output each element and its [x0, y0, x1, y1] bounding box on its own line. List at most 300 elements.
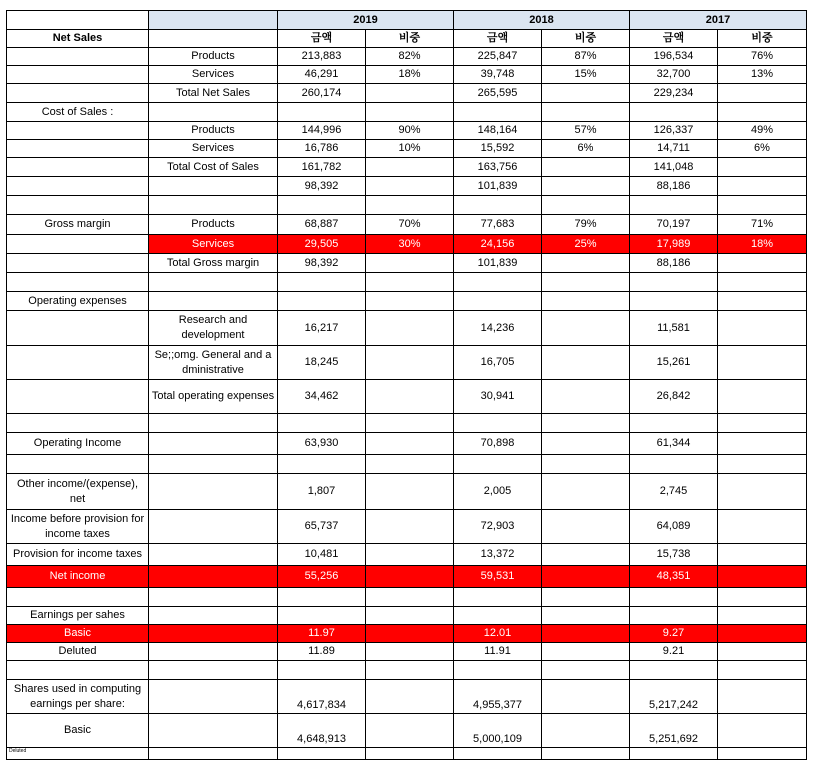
amount-cell[interactable]: 163,756	[454, 158, 542, 177]
amount-cell[interactable]: 61,344	[630, 433, 718, 455]
ratio-cell[interactable]: 18%	[366, 66, 454, 84]
row-label-cell[interactable]	[7, 414, 149, 433]
row-label-provision-for-income-taxes[interactable]: Provision for income taxes	[7, 544, 149, 566]
amount-cell[interactable]	[630, 196, 718, 215]
amount-cell[interactable]: 59,531	[454, 566, 542, 588]
ratio-cell[interactable]	[718, 292, 807, 311]
amount-cell[interactable]: 5,000,109	[454, 714, 542, 748]
ratio-cell[interactable]	[542, 311, 630, 346]
ratio-cell[interactable]	[718, 84, 807, 103]
amount-cell[interactable]: 15,261	[630, 346, 718, 380]
amount-cell[interactable]: 161,782	[278, 158, 366, 177]
row-label-gross-margin[interactable]: Gross margin	[7, 215, 149, 235]
amount-cell[interactable]: 4,617,834	[278, 680, 366, 714]
ratio-cell[interactable]	[718, 544, 807, 566]
table-row	[7, 196, 807, 215]
row-label-cell[interactable]	[7, 84, 149, 103]
ratio-cell[interactable]	[718, 661, 807, 680]
row-label-cell[interactable]	[7, 254, 149, 273]
row-label-net-income[interactable]: Net income	[7, 566, 149, 588]
amount-cell[interactable]: 16,217	[278, 311, 366, 346]
amount-cell[interactable]	[278, 455, 366, 474]
row-label-cell[interactable]	[7, 273, 149, 292]
amount-cell[interactable]: 229,234	[630, 84, 718, 103]
ratio-cell[interactable]: 79%	[542, 215, 630, 235]
ratio-cell[interactable]	[542, 273, 630, 292]
amount-cell[interactable]	[630, 661, 718, 680]
ratio-cell[interactable]	[542, 414, 630, 433]
table-row	[7, 661, 807, 680]
ratio-cell[interactable]	[366, 158, 454, 177]
amount-cell[interactable]	[454, 455, 542, 474]
ratio-cell[interactable]	[542, 661, 630, 680]
ratio-cell[interactable]: 49%	[718, 122, 807, 140]
row-label-cell[interactable]	[7, 196, 149, 215]
ratio-cell[interactable]	[718, 588, 807, 607]
row-sublabel-cell[interactable]	[149, 103, 278, 122]
amount-cell[interactable]: 9.27	[630, 625, 718, 643]
ratio-cell[interactable]	[366, 433, 454, 455]
amount-cell[interactable]: 10,481	[278, 544, 366, 566]
row-sublabel-total-net-sales[interactable]: Total Net Sales	[149, 84, 278, 103]
amount-cell[interactable]: 11.89	[278, 643, 366, 661]
row-label-basic[interactable]: Basic	[7, 714, 149, 748]
ratio-cell[interactable]	[718, 311, 807, 346]
amount-cell[interactable]	[278, 103, 366, 122]
amount-cell[interactable]: 148,164	[454, 122, 542, 140]
amount-cell[interactable]	[454, 273, 542, 292]
amount-cell[interactable]: 18,245	[278, 346, 366, 380]
row-label-cell[interactable]	[7, 66, 149, 84]
ratio-header[interactable]: 비중	[718, 30, 807, 48]
row-sublabel-cell[interactable]	[149, 643, 278, 661]
row-sublabel-products[interactable]: Products	[149, 122, 278, 140]
amount-cell[interactable]: 34,462	[278, 380, 366, 414]
table-row	[7, 215, 807, 235]
row-sublabel-research-and-development[interactable]: Research and development	[149, 311, 278, 346]
ratio-cell[interactable]	[366, 607, 454, 625]
amount-cell[interactable]: 144,996	[278, 122, 366, 140]
ratio-cell[interactable]	[366, 588, 454, 607]
ratio-cell[interactable]	[542, 346, 630, 380]
ratio-cell[interactable]	[718, 566, 807, 588]
amount-cell[interactable]: 213,883	[278, 48, 366, 66]
header-blank-cell[interactable]	[149, 11, 278, 30]
amount-cell[interactable]: 17,989	[630, 235, 718, 254]
amount-cell[interactable]	[278, 196, 366, 215]
ratio-cell[interactable]	[366, 566, 454, 588]
row-sublabel-cell[interactable]	[149, 714, 278, 748]
table-row	[7, 292, 807, 311]
amount-cell[interactable]: 13,372	[454, 544, 542, 566]
row-label-cell[interactable]	[7, 158, 149, 177]
ratio-cell[interactable]: 90%	[366, 122, 454, 140]
amount-cell[interactable]	[630, 414, 718, 433]
amount-cell[interactable]: 101,839	[454, 177, 542, 196]
row-sublabel-services[interactable]: Services	[149, 140, 278, 158]
amount-cell[interactable]	[630, 273, 718, 292]
row-sublabel-cell[interactable]	[149, 196, 278, 215]
row-sublabel-total-cost-of-sales[interactable]: Total Cost of Sales	[149, 158, 278, 177]
ratio-cell[interactable]	[366, 254, 454, 273]
table-row	[7, 177, 807, 196]
ratio-cell[interactable]	[718, 196, 807, 215]
row-label-cell[interactable]	[7, 140, 149, 158]
amount-cell[interactable]	[454, 607, 542, 625]
amount-cell[interactable]: 70,898	[454, 433, 542, 455]
ratio-cell[interactable]	[542, 84, 630, 103]
table-row	[7, 625, 807, 643]
row-sublabel-cell[interactable]	[149, 177, 278, 196]
amount-cell[interactable]: 265,595	[454, 84, 542, 103]
amount-cell[interactable]: 126,337	[630, 122, 718, 140]
ratio-cell[interactable]	[718, 714, 807, 748]
amount-cell[interactable]: 70,197	[630, 215, 718, 235]
amount-cell[interactable]: 88,186	[630, 177, 718, 196]
row-sublabel-cell[interactable]	[149, 588, 278, 607]
row-label-cell[interactable]	[7, 380, 149, 414]
table-row	[7, 48, 807, 66]
amount-cell[interactable]	[454, 196, 542, 215]
ratio-cell[interactable]: 13%	[718, 66, 807, 84]
table-row	[7, 607, 807, 625]
row-label-income-before-provision-for-income-taxes[interactable]: Income before provision for income taxes	[7, 510, 149, 544]
table-row	[7, 235, 807, 254]
amount-cell[interactable]: 2,745	[630, 474, 718, 510]
amount-cell[interactable]	[278, 414, 366, 433]
table-row	[7, 588, 807, 607]
amount-cell[interactable]: 4,955,377	[454, 680, 542, 714]
ratio-cell[interactable]	[718, 625, 807, 643]
row-sublabel-cell[interactable]	[149, 625, 278, 643]
row-sublabel-cell[interactable]	[149, 607, 278, 625]
amount-cell[interactable]: 101,839	[454, 254, 542, 273]
table-row	[7, 254, 807, 273]
amount-cell[interactable]: 11.97	[278, 625, 366, 643]
ratio-cell[interactable]	[366, 455, 454, 474]
row-sublabel-products[interactable]: Products	[149, 48, 278, 66]
ratio-cell[interactable]	[542, 292, 630, 311]
ratio-cell[interactable]	[542, 455, 630, 474]
amount-cell[interactable]: 32,700	[630, 66, 718, 84]
amount-cell[interactable]: 68,887	[278, 215, 366, 235]
amount-cell[interactable]: 1,807	[278, 474, 366, 510]
row-sublabel-products[interactable]: Products	[149, 215, 278, 235]
table-row	[7, 748, 807, 760]
ratio-cell[interactable]	[718, 643, 807, 661]
ratio-cell[interactable]	[366, 196, 454, 215]
amount-cell[interactable]: 55,256	[278, 566, 366, 588]
amount-cell[interactable]	[454, 292, 542, 311]
amount-cell[interactable]: 77,683	[454, 215, 542, 235]
amount-cell[interactable]	[454, 661, 542, 680]
row-sublabel-cell[interactable]	[149, 292, 278, 311]
amount-cell[interactable]: 11.91	[454, 643, 542, 661]
amount-cell[interactable]: 39,748	[454, 66, 542, 84]
row-sublabel-cell[interactable]	[149, 273, 278, 292]
amount-cell[interactable]: 141,048	[630, 158, 718, 177]
year-2017-header[interactable]: 2017	[630, 11, 807, 30]
ratio-cell[interactable]	[366, 714, 454, 748]
row-label-deluted[interactable]: Deluted	[7, 643, 149, 661]
row-label-cell[interactable]	[7, 48, 149, 66]
ratio-cell[interactable]: 57%	[542, 122, 630, 140]
amount-cell[interactable]: 16,786	[278, 140, 366, 158]
amount-cell[interactable]: 2,005	[454, 474, 542, 510]
ratio-cell[interactable]	[718, 254, 807, 273]
net-sales-label[interactable]: Net Sales	[7, 30, 149, 48]
row-sublabel-cell[interactable]	[149, 661, 278, 680]
year-2019-header[interactable]: 2019	[278, 11, 454, 30]
amount-cell[interactable]: 225,847	[454, 48, 542, 66]
amount-cell[interactable]	[454, 414, 542, 433]
ratio-cell[interactable]	[366, 414, 454, 433]
income-statement-table	[6, 10, 807, 760]
ratio-cell[interactable]	[542, 607, 630, 625]
amount-cell[interactable]: 5,217,242	[630, 680, 718, 714]
amount-cell[interactable]: 16,705	[454, 346, 542, 380]
amount-cell[interactable]	[278, 661, 366, 680]
ratio-cell[interactable]	[542, 566, 630, 588]
table-row	[7, 455, 807, 474]
table-row	[7, 140, 807, 158]
ratio-cell[interactable]: 30%	[366, 235, 454, 254]
amount-cell[interactable]: 15,738	[630, 544, 718, 566]
amount-cell[interactable]: 46,291	[278, 66, 366, 84]
row-sublabel-se-omg-general-and-a-dministrative[interactable]: Se;;omg. General and a dministrative	[149, 346, 278, 380]
ratio-cell[interactable]	[542, 254, 630, 273]
amount-cell[interactable]: 9.21	[630, 643, 718, 661]
ratio-cell[interactable]	[542, 510, 630, 544]
amount-cell[interactable]	[630, 455, 718, 474]
table-row	[7, 311, 807, 346]
ratio-cell[interactable]	[542, 103, 630, 122]
ratio-cell[interactable]	[366, 292, 454, 311]
ratio-cell[interactable]	[718, 510, 807, 544]
amount-cell[interactable]: 88,186	[630, 254, 718, 273]
row-sublabel-cell[interactable]	[149, 680, 278, 714]
ratio-cell[interactable]	[366, 311, 454, 346]
row-sublabel-services[interactable]: Services	[149, 235, 278, 254]
ratio-cell[interactable]: 10%	[366, 140, 454, 158]
amount-cell[interactable]: 11,581	[630, 311, 718, 346]
table-row	[7, 566, 807, 588]
ratio-cell[interactable]	[542, 158, 630, 177]
amount-cell[interactable]: 24,156	[454, 235, 542, 254]
amount-cell[interactable]	[278, 607, 366, 625]
ratio-cell[interactable]	[366, 680, 454, 714]
ratio-cell[interactable]: 6%	[718, 140, 807, 158]
ratio-cell[interactable]	[718, 474, 807, 510]
amount-header[interactable]: 금액	[454, 30, 542, 48]
ratio-cell[interactable]	[542, 177, 630, 196]
ratio-cell[interactable]	[542, 433, 630, 455]
row-label-cell[interactable]	[7, 235, 149, 254]
amount-cell[interactable]	[630, 607, 718, 625]
ratio-cell[interactable]	[366, 103, 454, 122]
ratio-cell[interactable]	[366, 177, 454, 196]
table-row	[7, 643, 807, 661]
amount-cell[interactable]	[630, 748, 718, 760]
ratio-cell[interactable]: 6%	[542, 140, 630, 158]
ratio-cell[interactable]	[542, 680, 630, 714]
subheader-row	[7, 30, 807, 48]
row-label-cell[interactable]	[7, 177, 149, 196]
ratio-cell[interactable]: 25%	[542, 235, 630, 254]
amount-cell[interactable]	[630, 103, 718, 122]
ratio-cell[interactable]: 71%	[718, 215, 807, 235]
row-sublabel-cell[interactable]	[149, 566, 278, 588]
ratio-header[interactable]: 비중	[542, 30, 630, 48]
ratio-cell[interactable]: 15%	[542, 66, 630, 84]
row-sublabel-cell[interactable]	[149, 748, 278, 760]
row-label-cost-of-sales[interactable]: Cost of Sales :	[7, 103, 149, 122]
amount-cell[interactable]: 30,941	[454, 380, 542, 414]
ratio-cell[interactable]	[542, 474, 630, 510]
ratio-header[interactable]: 비중	[366, 30, 454, 48]
amount-cell[interactable]: 29,505	[278, 235, 366, 254]
row-label-operating-income[interactable]: Operating Income	[7, 433, 149, 455]
amount-cell[interactable]	[278, 273, 366, 292]
row-sublabel-cell[interactable]	[149, 510, 278, 544]
table-row	[7, 510, 807, 544]
year-2018-header[interactable]: 2018	[454, 11, 630, 30]
subheader-blank-cell[interactable]	[149, 30, 278, 48]
amount-header[interactable]: 금액	[630, 30, 718, 48]
table-row	[7, 714, 807, 748]
amount-cell[interactable]: 48,351	[630, 566, 718, 588]
amount-cell[interactable]	[278, 588, 366, 607]
table-row	[7, 103, 807, 122]
row-label-cell[interactable]	[7, 588, 149, 607]
ratio-cell[interactable]	[366, 625, 454, 643]
amount-cell[interactable]	[278, 748, 366, 760]
ratio-cell[interactable]	[718, 177, 807, 196]
amount-cell[interactable]: 65,737	[278, 510, 366, 544]
table-row	[7, 84, 807, 103]
row-label-deluted[interactable]: Deluted	[7, 748, 149, 760]
header-blank-cell[interactable]	[7, 11, 149, 30]
amount-cell[interactable]: 15,592	[454, 140, 542, 158]
amount-cell[interactable]: 5,251,692	[630, 714, 718, 748]
row-sublabel-total-operating-expenses[interactable]: Total operating expenses	[149, 380, 278, 414]
ratio-cell[interactable]	[718, 455, 807, 474]
row-label-operating-expenses[interactable]: Operating expenses	[7, 292, 149, 311]
ratio-cell[interactable]	[542, 544, 630, 566]
row-sublabel-cell[interactable]	[149, 433, 278, 455]
ratio-cell[interactable]: 82%	[366, 48, 454, 66]
amount-cell[interactable]: 64,089	[630, 510, 718, 544]
row-sublabel-cell[interactable]	[149, 414, 278, 433]
ratio-cell[interactable]: 18%	[718, 235, 807, 254]
amount-cell[interactable]: 26,842	[630, 380, 718, 414]
row-label-cell[interactable]	[7, 661, 149, 680]
row-sublabel-cell[interactable]	[149, 544, 278, 566]
ratio-cell[interactable]: 76%	[718, 48, 807, 66]
amount-cell[interactable]	[630, 588, 718, 607]
row-label-earnings-per-sahes[interactable]: Earnings per sahes	[7, 607, 149, 625]
row-label-basic[interactable]: Basic	[7, 625, 149, 643]
ratio-cell[interactable]	[366, 273, 454, 292]
amount-cell[interactable]: 72,903	[454, 510, 542, 544]
ratio-cell[interactable]	[718, 103, 807, 122]
ratio-cell[interactable]	[366, 510, 454, 544]
amount-cell[interactable]: 12.01	[454, 625, 542, 643]
table-row	[7, 66, 807, 84]
table-row	[7, 158, 807, 177]
ratio-cell[interactable]	[366, 661, 454, 680]
table-body	[7, 11, 807, 760]
ratio-cell[interactable]	[542, 380, 630, 414]
ratio-cell[interactable]	[366, 346, 454, 380]
ratio-cell[interactable]	[542, 196, 630, 215]
ratio-cell[interactable]	[542, 714, 630, 748]
amount-cell[interactable]	[630, 292, 718, 311]
ratio-cell[interactable]	[718, 433, 807, 455]
amount-cell[interactable]	[278, 292, 366, 311]
amount-cell[interactable]: 196,534	[630, 48, 718, 66]
ratio-cell[interactable]	[366, 748, 454, 760]
row-label-cell[interactable]	[7, 311, 149, 346]
amount-cell[interactable]: 4,648,913	[278, 714, 366, 748]
row-sublabel-cell[interactable]	[149, 455, 278, 474]
ratio-cell[interactable]: 70%	[366, 215, 454, 235]
ratio-cell[interactable]	[718, 346, 807, 380]
ratio-cell[interactable]	[366, 380, 454, 414]
ratio-cell[interactable]	[542, 588, 630, 607]
row-label-cell[interactable]	[7, 122, 149, 140]
amount-cell[interactable]	[454, 588, 542, 607]
table-row	[7, 346, 807, 380]
ratio-cell[interactable]	[542, 643, 630, 661]
table-row	[7, 544, 807, 566]
amount-header[interactable]: 금액	[278, 30, 366, 48]
ratio-cell[interactable]	[366, 544, 454, 566]
row-sublabel-services[interactable]: Services	[149, 66, 278, 84]
table-row	[7, 680, 807, 714]
amount-cell[interactable]	[454, 748, 542, 760]
amount-cell[interactable]: 98,392	[278, 177, 366, 196]
amount-cell[interactable]	[454, 103, 542, 122]
row-label-cell[interactable]	[7, 346, 149, 380]
amount-cell[interactable]: 14,236	[454, 311, 542, 346]
table-row	[7, 433, 807, 455]
ratio-cell[interactable]	[718, 748, 807, 760]
ratio-cell[interactable]	[718, 273, 807, 292]
row-label-cell[interactable]	[7, 455, 149, 474]
ratio-cell[interactable]	[718, 158, 807, 177]
row-sublabel-total-gross-margin[interactable]: Total Gross margin	[149, 254, 278, 273]
amount-cell[interactable]: 98,392	[278, 254, 366, 273]
ratio-cell[interactable]	[718, 680, 807, 714]
amount-cell[interactable]: 14,711	[630, 140, 718, 158]
ratio-cell[interactable]	[542, 748, 630, 760]
ratio-cell[interactable]	[366, 84, 454, 103]
ratio-cell[interactable]	[718, 380, 807, 414]
ratio-cell[interactable]	[542, 625, 630, 643]
row-sublabel-cell[interactable]	[149, 474, 278, 510]
ratio-cell[interactable]	[366, 643, 454, 661]
ratio-cell[interactable]	[366, 474, 454, 510]
row-label-shares-used-in-computing-earnings-per-share[interactable]: Shares used in computing earnings per share:	[7, 680, 149, 714]
table-row	[7, 380, 807, 414]
ratio-cell[interactable]	[718, 607, 807, 625]
amount-cell[interactable]: 63,930	[278, 433, 366, 455]
ratio-cell[interactable]	[718, 414, 807, 433]
row-label-other-income-expense-net[interactable]: Other income/(expense), net	[7, 474, 149, 510]
amount-cell[interactable]: 260,174	[278, 84, 366, 103]
ratio-cell[interactable]: 87%	[542, 48, 630, 66]
